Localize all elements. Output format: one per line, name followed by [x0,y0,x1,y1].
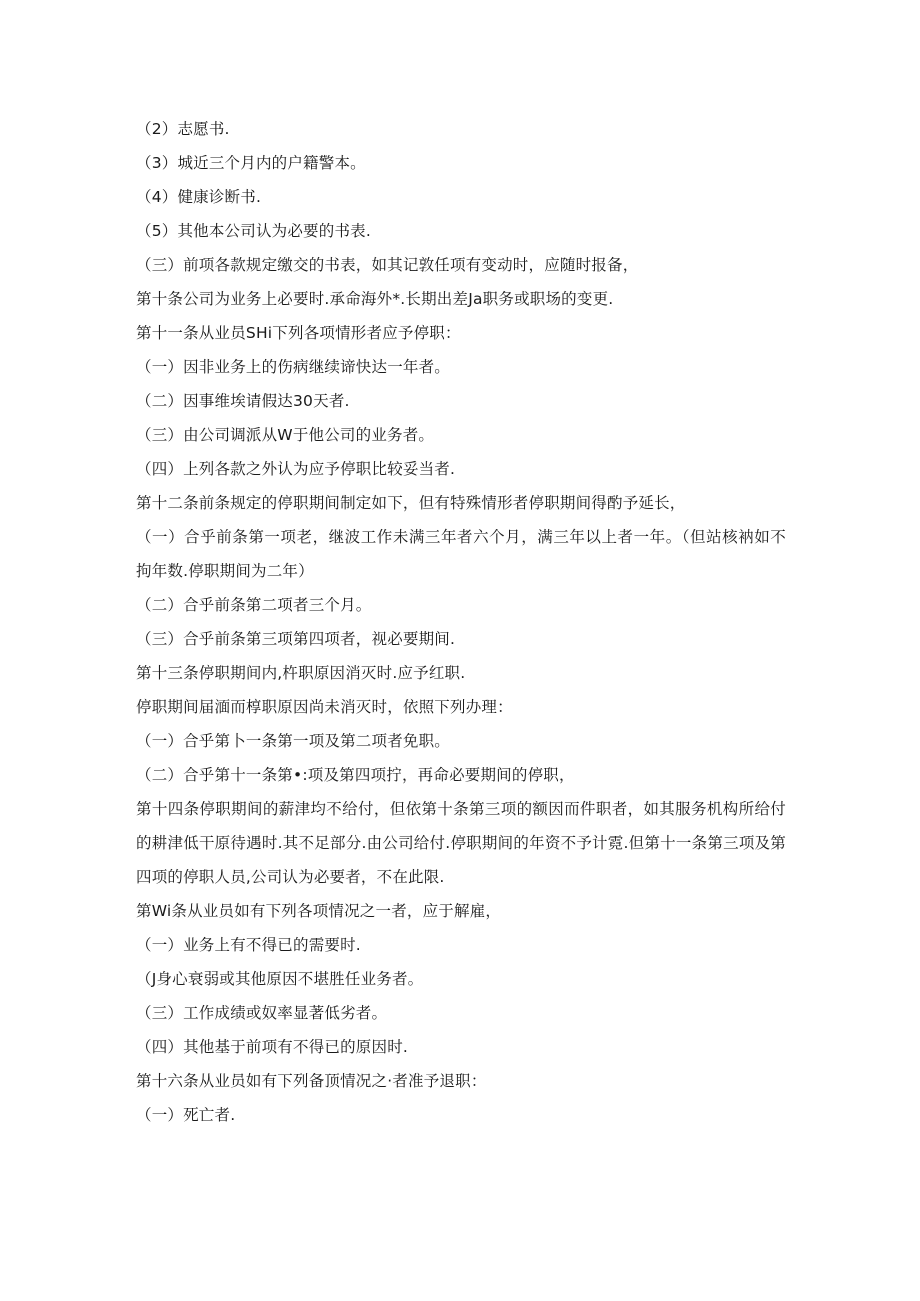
paragraph: （一）合乎第卜一条第一项及第二项者免职。 [136,732,451,750]
paragraph: （一）因非业务上的伤病继续谛快达一年者。 [136,358,451,376]
paragraph: （一）死亡者. [136,1106,236,1124]
paragraph: （三）工作成绩或奴率显著低劣者。 [136,1004,388,1022]
paragraph: 第十四条停职期间的薪津均不给付，但依第十条第三项的额因而件职者，如其服务机构所给付的耕津低干原待遇时.其不足部分.由公司给付.停职期间的年资不予计霓.但第十一条第三项及第四项的停职人员,公司认为必要者，不在此限. [136,800,786,886]
paragraph: （二）合乎前条第二项者三个月。 [136,596,372,614]
paragraph: 第十二条前条规定的停职期间制定如下，但有特殊情形者停职期间得酌予延长， [136,494,686,512]
paragraph: （二）因事维埃请假达30天者. [136,392,350,410]
paragraph: （J身心衰弱或其他原因不堪胜任业务者。 [136,970,424,988]
paragraph: （四）其他基于前项有不得已的原因时. [136,1038,409,1056]
paragraph: 第Wi条从业员如有下列各项情况之一者，应于解雇， [136,902,502,920]
paragraph: （2）志愿书. [136,120,230,138]
document-body [136,112,786,1132]
paragraph: （一）合乎前条第一项老，继波工作未满三年者六个月，满三年以上者一年。（但站核衲如不拘年数.停职期间为二年） [136,528,786,580]
paragraph: （4）健康诊断书. [136,188,262,206]
paragraph: （一）业务上有不得已的需要时. [136,936,361,954]
paragraph: （二）合乎第十一条第•:项及第四项拧，再命必要期间的停职， [136,766,575,784]
paragraph: （3）城近三个月内的户籍警本。 [136,154,366,172]
paragraph: 第十三条停职期间内,杵职原因消灭时.应予红职. [136,664,466,682]
paragraph: 第十条公司为业务上必要时.承命海外*.长期出差Ja职务或职场的变更. [136,290,614,308]
paragraph: （四）上列各款之外认为应予停职比较妥当者. [136,460,456,478]
paragraph: （三）前项各款规定缴交的书表，如其记敦任项有变动时，应随时报备， [136,256,639,274]
paragraph: 停职期间届湎而椁职原因尚未消灭时，依照下列办理： [136,698,513,716]
paragraph: （5）其他本公司认为必要的书表. [136,222,371,240]
paragraph: 第十一条从业员SHi下列各项情形者应予停职： [136,324,461,342]
paragraph: （三）由公司调派从W于他公司的业务者。 [136,426,435,444]
paragraph: （三）合乎前条第三项第四项者，视必要期间. [136,630,456,648]
paragraph: 第十六条从业员如有下列备顶情况之·者准予退职： [136,1072,487,1090]
